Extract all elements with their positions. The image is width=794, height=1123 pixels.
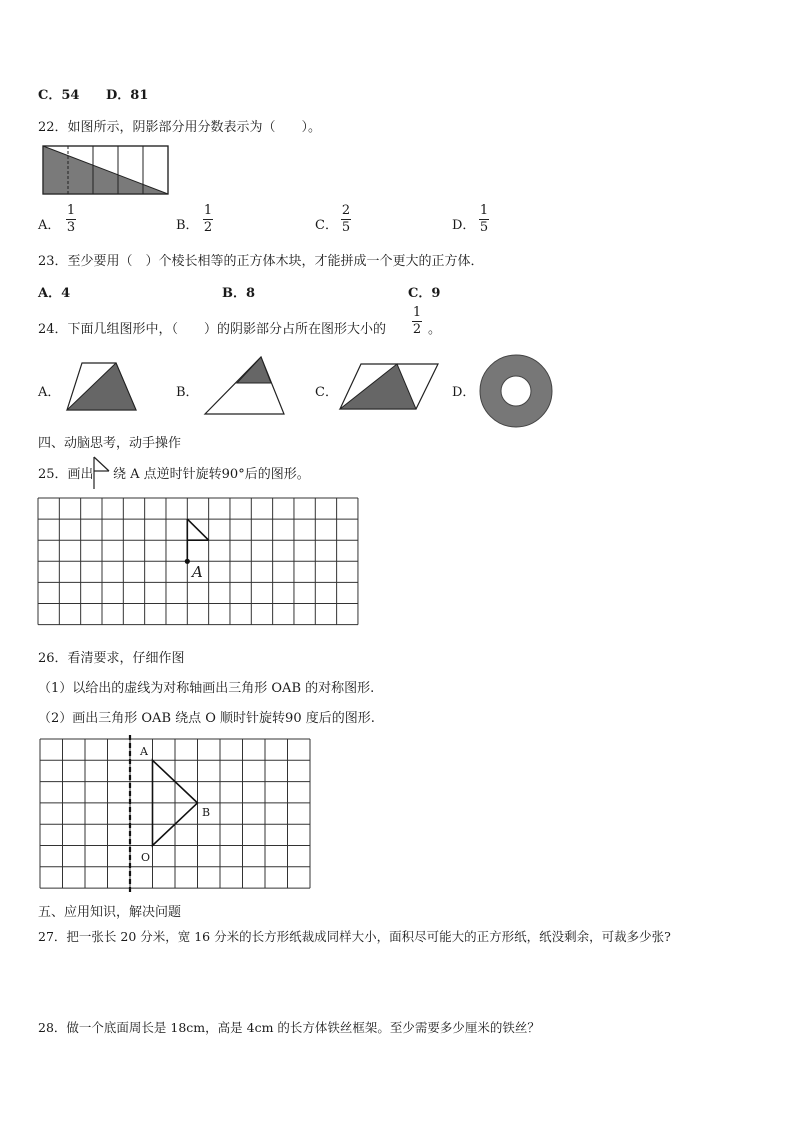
fraction-denominator: 3 — [66, 220, 76, 235]
q26-point-o-label: O — [141, 851, 151, 864]
q24-option-d-ring-figure — [479, 354, 553, 428]
q22-stem: 22．如图所示，阴影部分用分数表示为（ ）。 — [38, 120, 322, 135]
q26-sub-question-2: （2）画出三角形 OAB 绕点 O 顺时针旋转90 度后的图形. — [38, 711, 375, 726]
flag-edge — [187, 519, 208, 540]
q24-option-a-trapezoid-figure — [66, 362, 138, 412]
fraction-numerator: 1 — [203, 203, 213, 218]
fraction-numerator: 2 — [341, 203, 351, 218]
q24-option-c-parallelogram-figure — [339, 363, 439, 411]
fraction-numerator: 1 — [412, 305, 422, 320]
q25-square-grid — [38, 498, 360, 626]
fraction-numerator: 1 — [479, 203, 489, 218]
fraction-denominator: 5 — [479, 220, 489, 235]
q25-suffix: 绕 A 点逆时针旋转90°后的图形。 — [113, 467, 310, 482]
q23-stem: 23．至少要用（ ）个棱长相等的正方体木块，才能拼成一个更大的正方体． — [38, 254, 484, 269]
q22-option-a-letter: A． — [38, 218, 61, 233]
q22-option-c-fraction — [341, 204, 351, 235]
section-5-title: 五、应用知识，解决问题 — [38, 905, 182, 920]
q26-sub-question-1: （1）以给出的虚线为对称轴画出三角形 OAB 的对称图形. — [38, 681, 375, 696]
q21-option-d: D．81 — [106, 88, 149, 103]
q22-option-d-letter: D． — [452, 218, 476, 233]
q22-option-b-letter: B． — [176, 218, 199, 233]
q22-option-c-letter: C． — [315, 218, 338, 233]
section-4-title: 四、动脑思考，动手操作 — [38, 436, 182, 451]
q25-point-a-label: A — [192, 563, 203, 581]
q23-option-c: C．9 — [408, 286, 441, 301]
q24-option-b-letter: B． — [176, 385, 199, 400]
q25-flag-shape-icon — [92, 456, 112, 490]
q24-option-a-letter: A． — [38, 385, 61, 400]
q24-option-b-triangle-figure — [204, 356, 286, 416]
q26-square-grid — [40, 739, 312, 891]
q22-option-d-fraction — [479, 204, 489, 235]
q23-option-b: B．8 — [222, 286, 256, 301]
q26-stem: 26．看清要求，仔细作图 — [38, 651, 185, 666]
q24-stem-fraction — [412, 306, 422, 337]
fraction-denominator: 2 — [203, 220, 213, 235]
q27-text: 27．把一张长 20 分米，宽 16 分米的长方形纸裁成同样大小，面积尽可能大的正方形纸，纸没剩余，可裁多少张? — [38, 929, 671, 944]
q24-option-c-letter: C． — [315, 385, 338, 400]
q22-shaded-rectangle-figure — [43, 146, 169, 196]
q24-stem-end: 。 — [428, 322, 442, 337]
q21-option-c: C．54 — [38, 88, 80, 103]
q22-option-b-fraction — [203, 204, 213, 235]
fraction-numerator: 1 — [66, 203, 76, 218]
fraction-denominator: 2 — [412, 322, 422, 337]
q24-stem: 24．下面几组图形中，（ ）的阴影部分占所在图形大小的 — [38, 322, 387, 337]
q23-option-a: A．4 — [38, 286, 71, 301]
q25-prefix: 25．画出 — [38, 467, 94, 482]
q24-option-d-letter: D． — [452, 385, 476, 400]
q26-point-a-label: A — [140, 745, 148, 758]
fraction-denominator: 5 — [341, 220, 351, 235]
q26-point-b-label: B — [202, 806, 211, 819]
q28-text: 28．做一个底面周长是 18cm，高是 4cm 的长方体铁丝框架。至少需要多少厘米的铁丝？ — [38, 1020, 540, 1035]
q22-option-a-fraction — [66, 204, 76, 235]
point-a-dot — [185, 559, 190, 564]
